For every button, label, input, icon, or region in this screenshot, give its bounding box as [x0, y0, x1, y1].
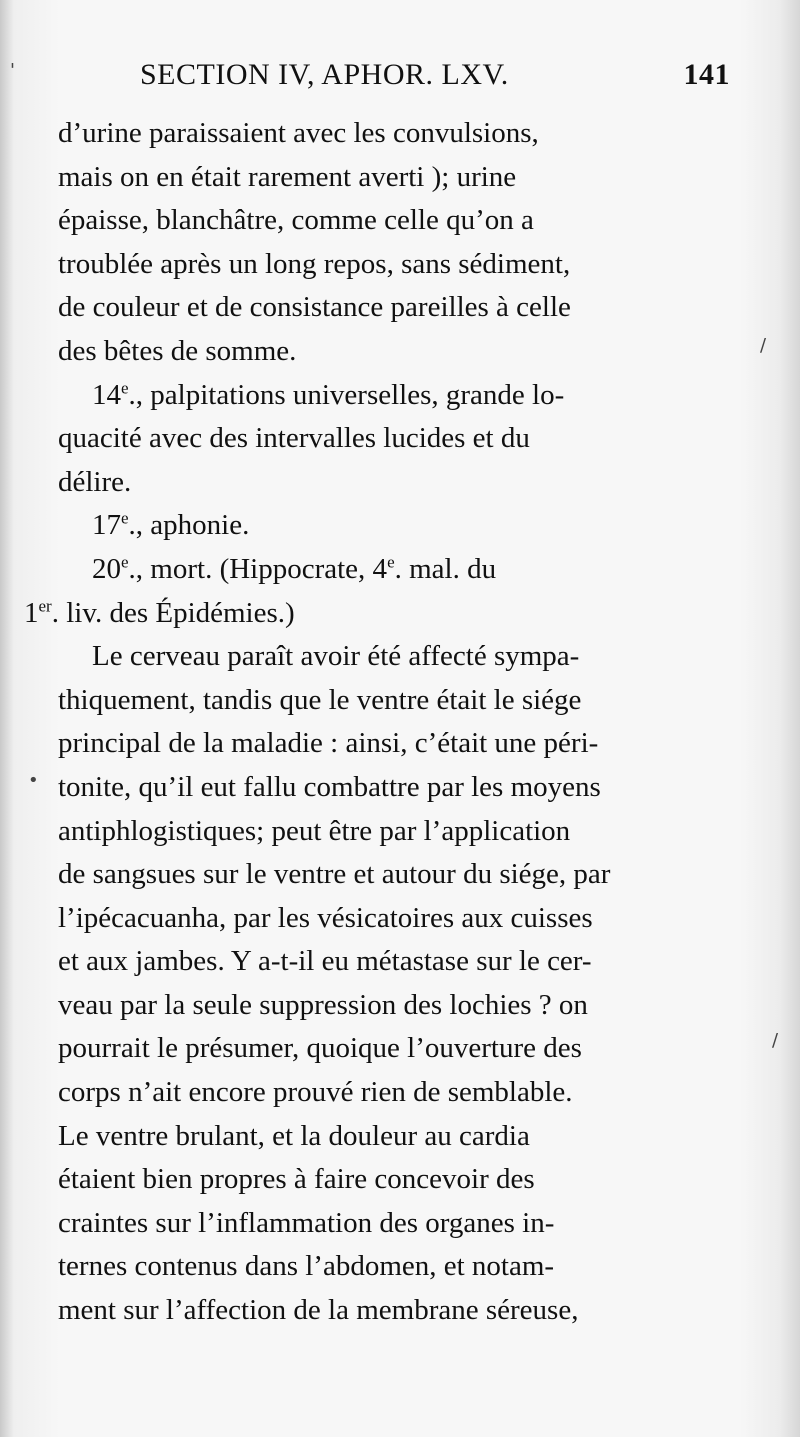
text-line: de couleur et de consistance pareilles à celle — [58, 291, 571, 324]
paper-speck: ' — [10, 60, 15, 81]
text-line: épaisse, blanchâtre, comme celle qu’on a — [58, 204, 534, 237]
text-line: principal de la maladie : ainsi, c’était une péri- — [58, 727, 599, 760]
text-line: antiphlogistiques; peut être par l’application — [58, 814, 571, 847]
paragraph-day-17 — [58, 504, 712, 548]
text-line: ment sur l’affection de la membrane séreuse, — [58, 1294, 579, 1327]
text-line: mais on en était rarement averti ); urine — [58, 160, 517, 193]
text-line: et aux jambes. Y a-t-il eu métastase sur le cer- — [58, 945, 592, 978]
text-line: . liv. des Épidémies.) — [51, 596, 295, 629]
page-number: 141 — [683, 58, 730, 91]
text-line-wrap — [24, 592, 295, 636]
paragraph-day-20 — [24, 548, 712, 635]
text-line: ., mort. (Hippocrate, 4 — [128, 552, 388, 585]
ordinal-suffix: e — [121, 508, 129, 528]
ordinal-suffix: e — [121, 377, 129, 397]
text-line: corps n’ait encore prouvé rien de semblable. — [58, 1076, 573, 1109]
text-line: pourrait le présumer, quoique l’ouverture des — [58, 1032, 582, 1065]
ordinal-suffix: e — [387, 552, 395, 572]
text-line: des bêtes de somme. — [58, 334, 297, 367]
text-line: d’urine paraissaient avec les convulsions, — [58, 117, 539, 149]
page-header — [140, 58, 730, 104]
body-text — [24, 112, 712, 1333]
text-line: Le cerveau paraît avoir été affecté sympa- — [92, 640, 580, 673]
paragraph-commentary — [58, 635, 712, 1333]
text-line: délire. — [58, 465, 132, 498]
text-line: étaient bien propres à faire concevoir des — [58, 1163, 535, 1196]
paper-speck: / — [760, 335, 767, 356]
paragraph-day-14 — [58, 374, 712, 505]
text-line: de sangsues sur le ventre et autour du siége, par — [58, 858, 611, 891]
ordinal-suffix: e — [121, 552, 129, 572]
text-line: ., aphonie. — [128, 509, 250, 542]
paper-speck: • — [28, 770, 39, 791]
ordinal-suffix: er — [38, 595, 52, 615]
text-line: thiquement, tandis que le ventre était le siége — [58, 683, 582, 716]
day-number: 14 — [92, 378, 121, 411]
text-line: ., palpitations universelles, grande lo- — [128, 378, 565, 411]
paragraph-urine — [58, 112, 712, 374]
text-line: . mal. du — [394, 552, 497, 585]
text-line: craintes sur l’inflammation des organes in- — [58, 1206, 555, 1239]
text-line: tonite, qu’il eut fallu combattre par les moyens — [58, 770, 601, 803]
running-title: SECTION IV, APHOR. LXV. — [140, 58, 509, 91]
text-line: l’ipécacuanha, par les vésicatoires aux cuisses — [58, 901, 593, 934]
text-line: quacité avec des intervalles lucides et du — [58, 422, 530, 455]
text-line: veau par la seule suppression des lochies ? on — [58, 988, 588, 1021]
text-line: troublée après un long repos, sans sédiment, — [58, 247, 571, 280]
book-number: 1 — [24, 596, 39, 629]
text-line: ternes contenus dans l’abdomen, et notam- — [58, 1250, 555, 1283]
paper-speck: / — [772, 1030, 779, 1051]
day-number: 20 — [92, 552, 121, 585]
day-number: 17 — [92, 509, 121, 542]
text-line: Le ventre brulant, et la douleur au cardia — [58, 1119, 530, 1152]
